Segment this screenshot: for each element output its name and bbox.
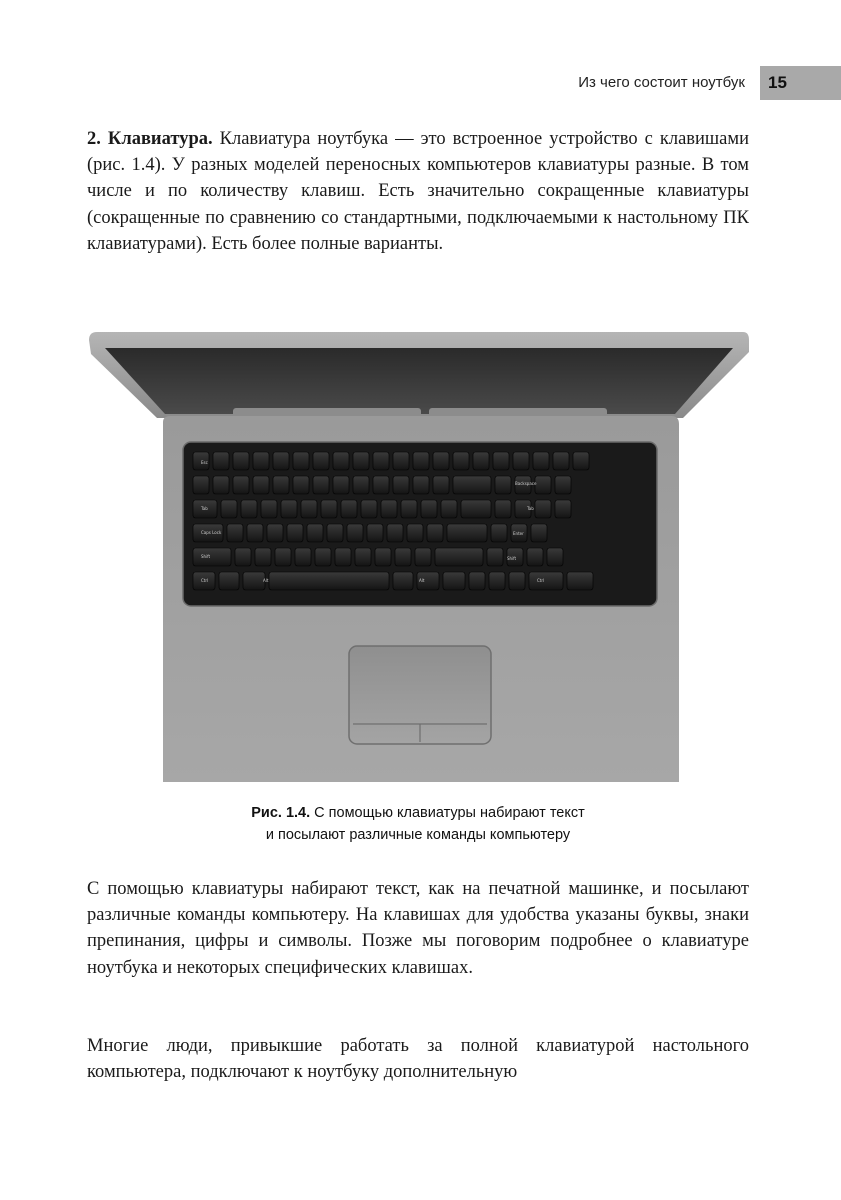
keyboard-key xyxy=(381,500,397,518)
keyboard-key xyxy=(241,500,257,518)
keyboard-key xyxy=(287,524,303,542)
keyboard-key xyxy=(553,452,569,470)
page-number: 15 xyxy=(760,66,841,100)
keyboard-key xyxy=(353,452,369,470)
keyboard-key xyxy=(219,572,239,590)
keyboard-key xyxy=(535,476,551,494)
keyboard-key xyxy=(367,524,383,542)
keyboard-key xyxy=(267,524,283,542)
key-label-backspace: Backspace xyxy=(515,481,537,486)
keyboard-key xyxy=(529,572,563,590)
keyboard-key xyxy=(487,548,503,566)
keyboard-key xyxy=(535,500,551,518)
keyboard-key xyxy=(387,524,403,542)
keyboard-key xyxy=(461,500,491,518)
keyboard-key xyxy=(255,548,271,566)
keyboard-key xyxy=(213,476,229,494)
keyboard-key xyxy=(293,452,309,470)
keyboard-key xyxy=(533,452,549,470)
keyboard-key xyxy=(361,500,377,518)
keyboard-key xyxy=(393,476,409,494)
intro-text: Клавиатура ноутбука — это встроенное устройство с клавишами (рис. 1.4). У разных моделей переносных компьютеров клавиатуры разные. В том числе и по количеству клавиш. Есть значительно сокращенные клавиатуры (сокращенные по сравнению со стандартными, подключаемыми к настольному ПК клавиатурами). Есть более полные варианты. xyxy=(87,129,749,254)
keyboard-key xyxy=(435,548,483,566)
keyboard-key xyxy=(447,524,487,542)
intro-paragraph xyxy=(87,126,749,257)
keyboard-key xyxy=(573,452,589,470)
key-label-ctrl-right: Ctrl xyxy=(537,578,545,583)
keyboard-key xyxy=(307,524,323,542)
caption-line-2: и посылают различные команды компьютеру xyxy=(265,827,571,843)
keyboard-key xyxy=(373,476,389,494)
keyboard-key xyxy=(531,524,547,542)
keyboard-key xyxy=(213,452,229,470)
keyboard-key xyxy=(281,500,297,518)
keyboard-key xyxy=(327,524,343,542)
key-label-alt-left: Alt xyxy=(263,578,269,583)
keyboard-key xyxy=(393,452,409,470)
keyboard-key xyxy=(269,572,389,590)
keyboard-key xyxy=(473,452,489,470)
keyboard-key xyxy=(415,548,431,566)
keyboard-key xyxy=(333,452,349,470)
key-label-alt-right: Alt xyxy=(419,578,425,583)
key-label-enter: Enter xyxy=(513,531,524,536)
keyboard-key xyxy=(509,572,525,590)
keyboard-key xyxy=(373,452,389,470)
key-label-caps-lock: Caps Lock xyxy=(201,530,222,535)
keyboard-key xyxy=(513,452,529,470)
keyboard-key xyxy=(227,524,243,542)
intro-lead: 2. Клавиатура. xyxy=(87,129,213,149)
keyboard-key xyxy=(547,548,563,566)
keyboard-key xyxy=(433,452,449,470)
keyboard-key xyxy=(527,548,543,566)
keyboard-key xyxy=(335,548,351,566)
running-title: Из чего состоит ноутбук xyxy=(578,74,745,91)
keyboard-key xyxy=(421,500,437,518)
keyboard-key xyxy=(375,548,391,566)
key-label-tab: Tab xyxy=(201,506,208,511)
keyboard-key xyxy=(243,572,265,590)
key-label-shift-left: Shift xyxy=(201,554,211,559)
keyboard-key xyxy=(453,452,469,470)
keyboard-key xyxy=(193,548,231,566)
keyboard-key xyxy=(273,476,289,494)
keyboard-key xyxy=(395,548,411,566)
keyboard-key xyxy=(413,476,429,494)
keyboard-key xyxy=(301,500,317,518)
keyboard-key xyxy=(253,476,269,494)
laptop-screen xyxy=(105,348,733,414)
body-paragraph: Многие люди, привыкшие работать за полной клавиатурой настольного компьютера, подключают к ноутбуку дополнительную xyxy=(87,1036,749,1083)
keyboard-key xyxy=(193,476,209,494)
keyboard-key xyxy=(315,548,331,566)
keyboard-key xyxy=(441,500,457,518)
caption-label: Рис. 1.4. xyxy=(251,805,311,821)
keyboard-key xyxy=(491,524,507,542)
keyboard-key xyxy=(221,500,237,518)
key-label-shift-right: Shift xyxy=(507,556,517,561)
keyboard-key xyxy=(493,452,509,470)
key-label-numpad-tab: Tab xyxy=(527,506,534,511)
figure-caption xyxy=(87,802,749,846)
keyboard-key xyxy=(295,548,311,566)
keyboard-key xyxy=(355,548,371,566)
keyboard-key xyxy=(333,476,349,494)
keyboard-key xyxy=(313,452,329,470)
keyboard-key xyxy=(555,476,571,494)
keyboard-key xyxy=(347,524,363,542)
key-label-esc: Esc xyxy=(201,460,208,465)
keyboard-key xyxy=(253,452,269,470)
keyboard-key xyxy=(469,572,485,590)
laptop-figure xyxy=(87,330,751,782)
keyboard-key xyxy=(261,500,277,518)
keyboard-key xyxy=(233,452,249,470)
keyboard-key xyxy=(273,452,289,470)
keyboard-key xyxy=(341,500,357,518)
keyboard-key xyxy=(489,572,505,590)
caption-line-1: С помощью клавиатуры набирают текст xyxy=(310,805,585,821)
keyboard-key xyxy=(413,452,429,470)
keyboard-key xyxy=(321,500,337,518)
keyboard-key xyxy=(407,524,423,542)
keyboard-key xyxy=(401,500,417,518)
keyboard-key xyxy=(235,548,251,566)
keyboard-key xyxy=(567,572,593,590)
keyboard-key xyxy=(313,476,329,494)
keyboard-key xyxy=(433,476,449,494)
keyboard-key xyxy=(495,476,511,494)
keyboard-key xyxy=(393,572,413,590)
keyboard-key xyxy=(353,476,369,494)
keyboard-key xyxy=(443,572,465,590)
keyboard-key xyxy=(275,548,291,566)
keyboard-key xyxy=(555,500,571,518)
keyboard-key xyxy=(247,524,263,542)
keyboard-key xyxy=(293,476,309,494)
keyboard-key xyxy=(233,476,249,494)
laptop-illustration xyxy=(87,330,751,782)
body-paragraph: С помощью клавиатуры набирают текст, как на печатной машинке, и посылают различные команды компьютеру. На клавишах для удобства указаны буквы, знаки препинания, цифры и символы. Позже мы поговорим подробнее о клавиатуре ноутбука и некоторых специфических клавишах. xyxy=(87,879,749,978)
key-label-ctrl-left: Ctrl xyxy=(201,578,209,583)
keyboard-key xyxy=(495,500,511,518)
keyboard-key xyxy=(453,476,491,494)
keyboard-key xyxy=(427,524,443,542)
